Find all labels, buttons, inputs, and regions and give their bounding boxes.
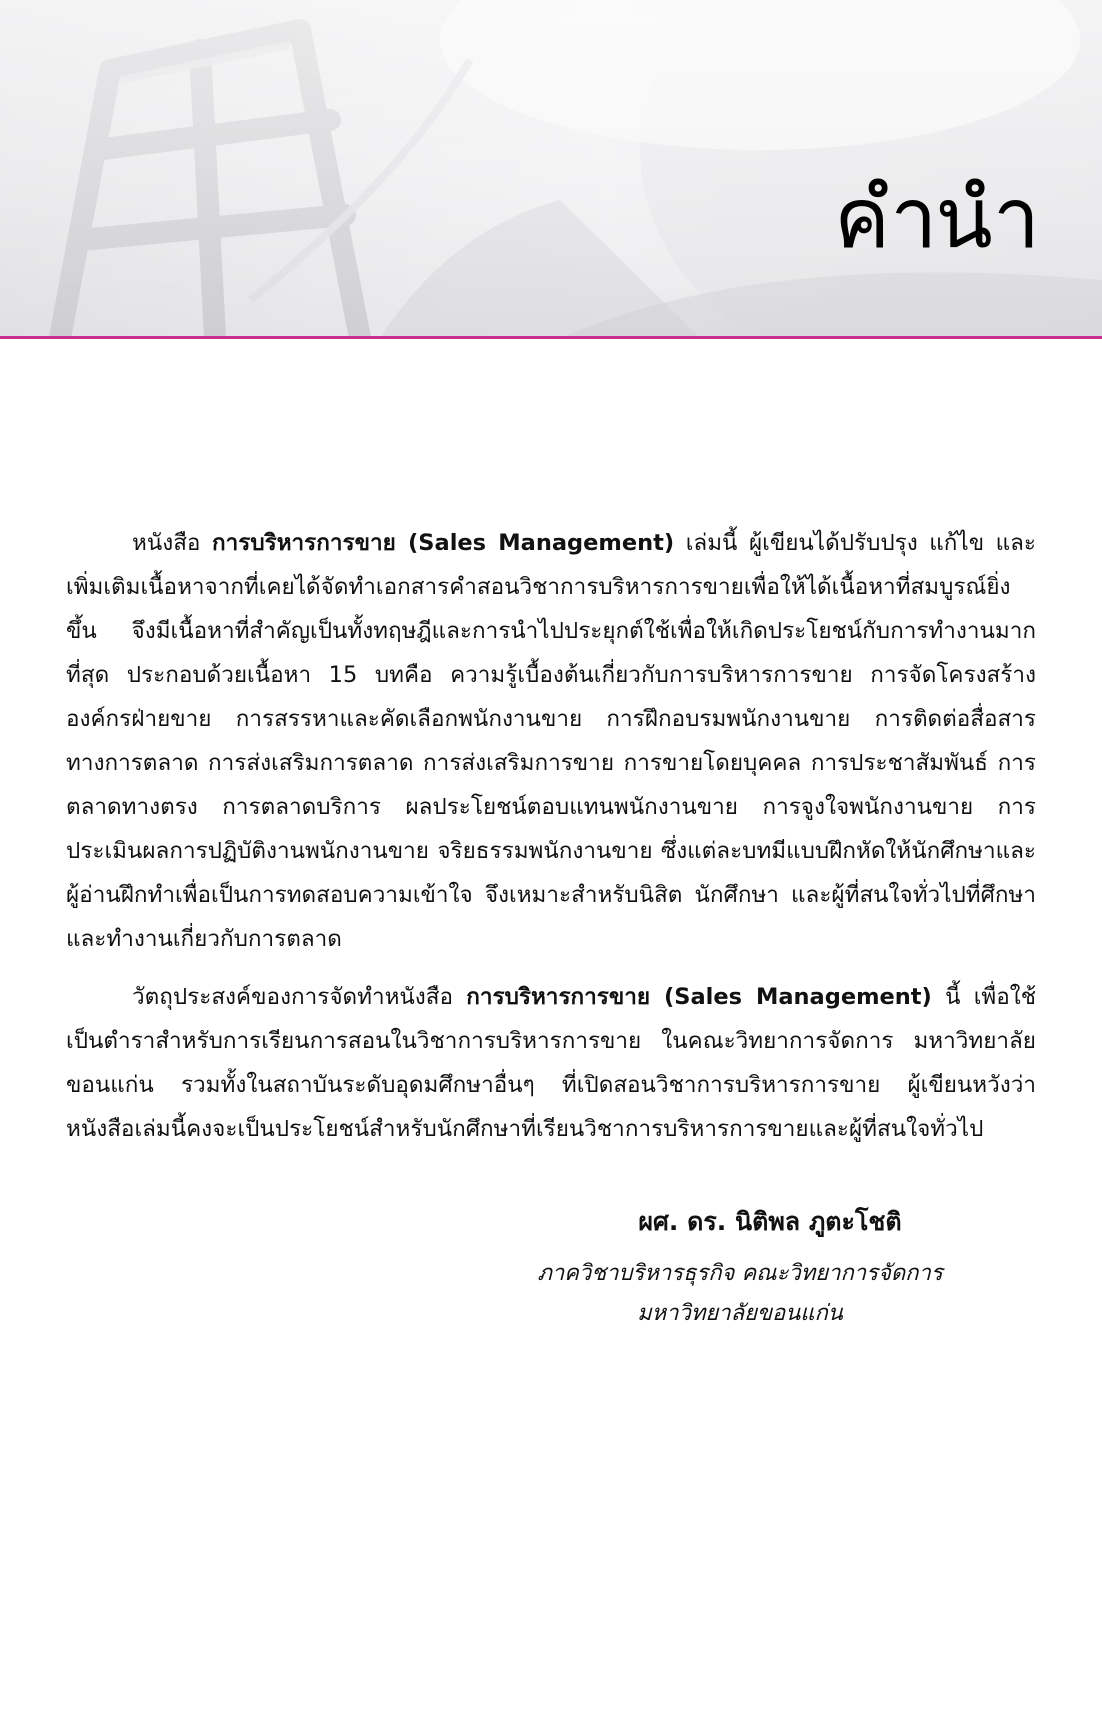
paragraph-2-text: นี้ เพื่อใช้เป็นตำราสำหรับการเรียนการสอนในวิชาการบริหารการขาย ในคณะวิทยาการจัดการ มหาวิทยาลัยขอนแก่น รวมทั้งในสถาบันระดับอุดมศึกษาอื่นๆ ที่เปิดสอนวิชาการบริหารการขาย ผู้เขียนหวังว่าหนังสือเล่มนี้คงจะเป็นประโยชน์สำหรับนักศึกษาที่เรียนวิชาการบริหารการขายและผู้ที่สนใจทั่วไป [66,984,1036,1142]
author-university: มหาวิทยาลัยขอนแก่น [637,1301,843,1326]
header-banner [0,0,1102,338]
paragraph-2-lead: วัตถุประสงค์ของการจัดทำหนังสือ [132,984,467,1010]
author-department: ภาควิชาบริหารธุรกิจ คณะวิทยาการจัดการ [537,1261,943,1286]
paragraph-2 [66,975,1036,1151]
paragraph-1-lead: หนังสือ [132,530,212,556]
author-name: ผศ. ดร. นิติพล ภูตะโชติ [638,1207,902,1236]
signature-block [520,1202,960,1334]
paragraph-1-text: เล่มนี้ ผู้เขียนได้ปรับปรุง แก้ไข และเพิ่มเติมเนื้อหาจากที่เคยได้จัดทำเอกสารคำสอนวิชาการบริหารการขายเพื่อให้ได้เนื้อหาที่สมบูรณ์ยิ่งขึ้น จึงมีเนื้อหาที่สำคัญเป็นทั้งทฤษฎีและการนำไปประยุกต์ใช้เพื่อให้เกิดประโยชน์กับการทำงานมากที่สุด ประกอบด้วยเนื้อหา 15 บทคือ ความรู้เบื้องต้นเกี่ยวกับการบริหารการขาย การจัดโครงสร้างองค์กรฝ่ายขาย การสรรหาและคัดเลือกพนักงานขาย การฝึกอบรมพนักงานขาย การติดต่อสื่อสารทางการตลาด การส่งเสริมการตลาด การส่งเสริมการขาย การขายโดยบุคคล การประชาสัมพันธ์ การตลาดทางตรง การตลาดบริการ ผลประโยชน์ตอบแทนพนักงานขาย การจูงใจพนักงานขาย การประเมินผลการปฏิบัติงานพนักงานขาย จริยธรรมพนักงานขาย ซึ่งแต่ละบทมีแบบฝึกหัดให้นักศึกษาและผู้อ่านฝึกทำเพื่อเป็นการทดสอบความเข้าใจ จึงเหมาะสำหรับนิสิต นักศึกษา และผู้ที่สนใจทั่วไปที่ศึกษาและทำงานเกี่ยวกับการตลาด [66,530,1036,952]
paragraph-2-book-title: การบริหารการขาย (Sales Management) [466,984,932,1010]
page-title: คำนำ [834,169,1038,267]
preface-body [66,521,1036,1165]
paragraph-1 [66,521,1036,961]
header-divider [0,336,1102,339]
paragraph-1-book-title: การบริหารการขาย (Sales Management) [212,530,675,556]
